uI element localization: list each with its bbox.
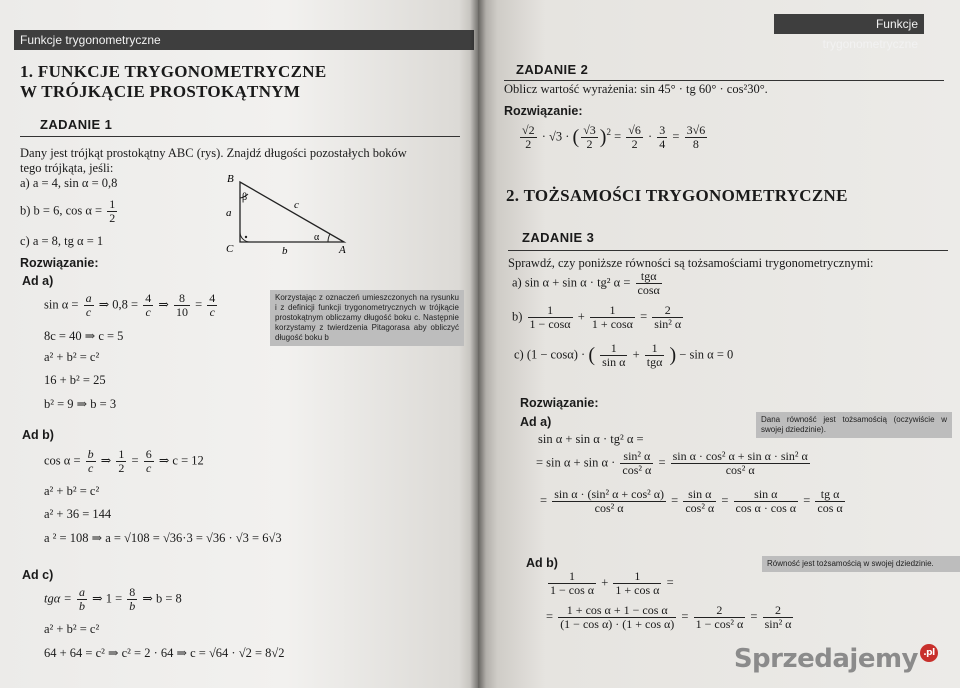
ad-a-label-left: Ad a) — [22, 274, 54, 288]
side-a-label: a — [226, 207, 232, 219]
vertex-A: A — [339, 244, 346, 256]
task1-case-a: a) a = 4, sin α = 0,8 — [20, 176, 118, 190]
alpha-arc — [328, 234, 330, 242]
triangle-figure — [222, 170, 352, 256]
explanation-note-3: Równość jest tożsamością w swojej dziedzinie. — [762, 556, 960, 572]
right-ad-b-line2: = $\frac{\text{1 + cos α + 1 − cos α}}{\text{(1 − cos α) · (1 + cos α)}}$ = $\frac{2}{\text{1 − cos² α}}$ = $\frac{2}{\text{sin² α}}$ — [546, 603, 792, 631]
right-ad-a-line3: = $\frac{\text{sin α · (sin² α + cos² α)}}{\text{cos² α}}$ = $\frac{\text{sin α}}{\text{cos² α}}$ = $\frac{\text{sin α}}{\text{cos α · cos α}}$ = $\frac{\text{tg α}}{\text{cos α}}$ — [540, 487, 843, 515]
task1-text-line2: tego trójkąta, jeśli: — [20, 161, 114, 175]
ad-b-label-left: Ad b) — [22, 428, 54, 442]
ad-a-line4: 16 + b² = 25 — [44, 373, 106, 387]
book-spine-shadow — [470, 0, 486, 688]
task2-expression: $\frac{√2}{2}$ · √3 · ( $\frac{√3}{2}$ )$^2$ = $\frac{√6}{2}$ · $\frac{3}{4}$ = $\frac{3√6}{8}$ — [522, 123, 706, 151]
task3-case-a: a) sin α + sin α · tg² α = $\frac{\text{tgα}}{\cos\alpha}$ — [512, 269, 660, 297]
right-page — [478, 0, 960, 688]
task2-title: ZADANIE 2 — [516, 62, 589, 77]
watermark: Sprzedajemy .pl — [734, 644, 938, 674]
ad-a-line5: b² = 9 ⇒ b = 3 — [44, 397, 117, 411]
angle-alpha-label: α — [314, 232, 320, 243]
explanation-note-2: Dana równość jest tożsamością (oczywiście w swojej dziedzinie). — [756, 412, 952, 438]
task3-text: Sprawdź, czy poniższe równości są tożsamościami trygonometrycznymi: — [508, 256, 874, 270]
ad-b-label-right: Ad b) — [526, 556, 558, 570]
ad-c-line3: 64 + 64 = c² ⇒ c² = 2 · 64 ⇒ c = √64 · √2 = 8√2 — [44, 646, 285, 660]
left-running-header: Funkcje trygonometryczne — [14, 30, 474, 50]
task3-case-c: c) (1 − cosα) · ( $\frac{1}{\text{sin α}}$ + $\frac{1}{\text{tgα}}$ ) − sin α = 0 — [514, 341, 734, 369]
task3-rule — [508, 250, 948, 251]
right-ad-a-line1: sin α + sin α · tg² α = — [538, 432, 644, 446]
triangle-shape — [240, 182, 344, 242]
task1-title: ZADANIE 1 — [40, 117, 113, 132]
ad-c-line1: tgα = $\frac{a}{b}$ ⇒ 1 = $\frac{8}{b}$ ⇒ b = 8 — [44, 585, 182, 613]
ad-a-label-right: Ad a) — [520, 415, 552, 429]
task2-solution-label: Rozwiązanie: — [504, 104, 583, 118]
side-c-label: c — [294, 199, 299, 211]
ad-c-line2: a² + b² = c² — [44, 622, 100, 636]
angle-beta-label: β — [242, 192, 248, 203]
ad-a-line1: sin α = $\frac{a}{c}$ ⇒ 0,8 = $\frac{4}{c}$ ⇒ $\frac{8}{10}$ = $\frac{4}{c}$ — [44, 291, 216, 319]
right-running-header: Funkcje trygonometryczne — [774, 14, 924, 34]
task3-title: ZADANIE 3 — [522, 230, 595, 245]
task2-rule — [504, 80, 944, 81]
task1-text-line1: Dany jest trójkąt prostokątny ABC (rys). Znajdź długości pozostałych boków — [20, 146, 407, 160]
right-ad-a-line2: = sin α + sin α · $\frac{\text{sin² α}}{\text{cos² α}}$ = $\frac{\text{sin α · cos² α + sin α · sin² α}}{\text{cos² α}}$ — [536, 449, 808, 477]
task1-rule — [20, 136, 460, 137]
ad-b-line4: a ² = 108 ⇒ a = √108 = √36·3 = √36 · √3 = 6√3 — [44, 531, 282, 545]
explanation-note-1: Korzystając z oznaczeń umieszczonych na rysunku i z definicji funkcji trygonometrycznych w trójkącie prostokątnym obliczamy długość boku c. Następnie korzystamy z twierdzenia Pitagorasa aby obliczyć długość boku b — [270, 290, 464, 346]
left-page — [0, 0, 478, 688]
vertex-C: C — [226, 243, 234, 255]
ad-c-label-left: Ad c) — [22, 568, 54, 582]
vertex-B: B — [227, 173, 234, 185]
ad-a-line3: a² + b² = c² — [44, 350, 100, 364]
solution-label-left: Rozwiązanie: — [20, 256, 99, 270]
right-angle-dot — [245, 236, 247, 238]
right-ad-b-line1: $\frac{1}{\text{1 − cos α}}$ + $\frac{1}{\text{1 + cos α}}$ = — [550, 569, 674, 597]
ad-b-line1: cos α = $\frac{b}{c}$ ⇒ $\frac{1}{2}$ = $\frac{6}{c}$ ⇒ c = 12 — [44, 447, 204, 475]
task2-text: Oblicz wartość wyrażenia: sin 45° · tg 60° · cos²30°. — [504, 82, 768, 96]
chapter-title-line1: 1. FUNKCJE TRYGONOMETRYCZNE — [20, 62, 327, 81]
side-b-label: b — [282, 245, 288, 256]
solution-label-right: Rozwiązanie: — [520, 396, 599, 410]
task1-case-b: b) b = 6, cos α = $\frac{1}{2}$ — [20, 197, 116, 225]
chapter-title-line2: W TRÓJKĄCIE PROSTOKĄTNYM — [20, 82, 301, 101]
chapter2-title: 2. TOŻSAMOŚCI TRYGONOMETRYCZNE — [506, 186, 848, 205]
task1-case-c: c) a = 8, tg α = 1 — [20, 234, 104, 248]
watermark-badge: .pl — [920, 644, 938, 662]
ad-b-line3: a² + 36 = 144 — [44, 507, 112, 521]
ad-a-line2: 8c = 40 ⇒ c = 5 — [44, 329, 124, 343]
ad-b-line2: a² + b² = c² — [44, 484, 100, 498]
task3-case-b: b) $\frac{1}{1 - \cos\alpha}$ + $\frac{1}{1 + \cos\alpha}$ = $\frac{2}{\text{sin² α}}$ — [512, 303, 682, 331]
